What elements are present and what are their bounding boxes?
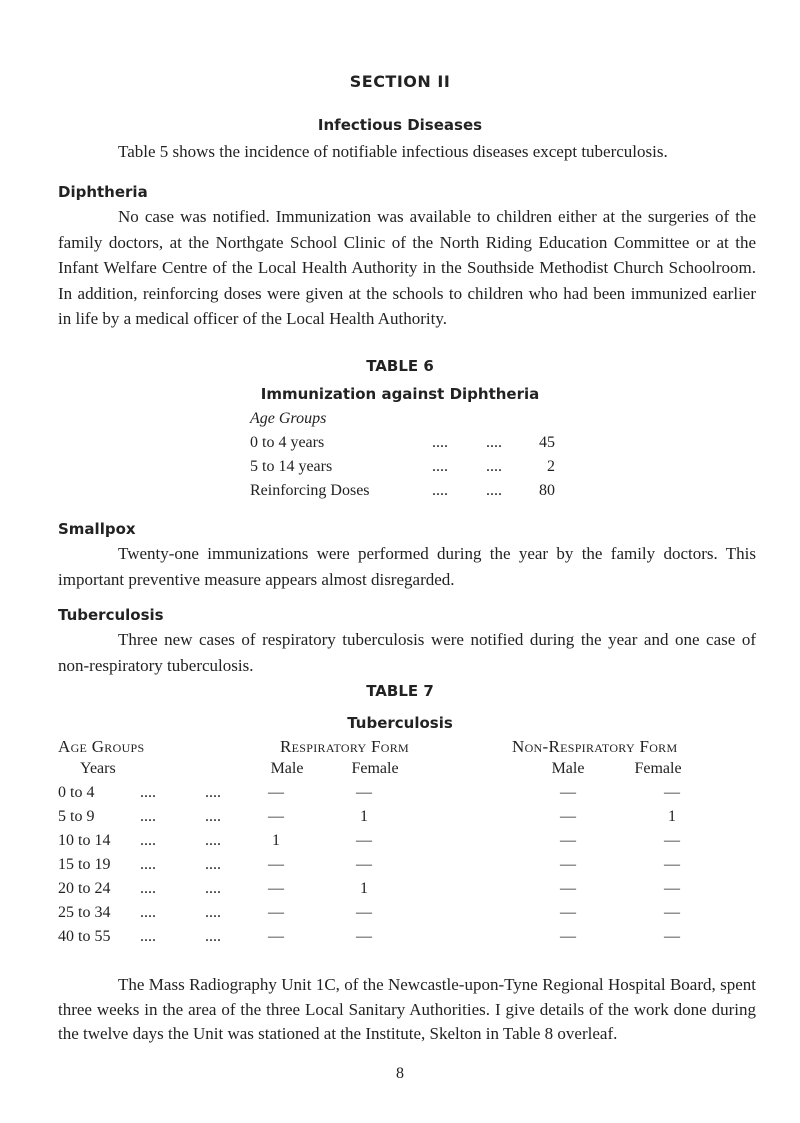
table7-age: 0 to 4 <box>58 784 95 801</box>
table6-row-dots: .... <box>432 482 448 499</box>
table7-nonresp-female: — <box>664 904 680 921</box>
table7-resp-female: — <box>356 832 372 849</box>
table7-dots: .... <box>140 880 156 897</box>
table7-dots: .... <box>205 856 221 873</box>
table7-nonresp-female: 1 <box>668 808 676 825</box>
table6-column-header: Age Groups <box>250 410 327 427</box>
table7-nonresp-male: — <box>560 904 576 921</box>
table7-nonresp-male: — <box>560 784 576 801</box>
table7-resp-male: 1 <box>272 832 280 849</box>
table6-row-value: 45 <box>539 434 555 451</box>
table7-age: 5 to 9 <box>58 808 95 825</box>
tuberculosis-paragraph: Three new cases of respiratory tuberculosis were notified during the year and one case of non-respiratory tuberculosis. <box>58 630 756 675</box>
table7-non-respiratory-header: Non-Respiratory Form <box>512 737 678 756</box>
table7-resp-male: — <box>268 856 284 873</box>
table7-resp-female: — <box>356 904 372 921</box>
table7-nonresp-male: — <box>560 856 576 873</box>
table6-row-label: 0 to 4 years <box>250 434 325 451</box>
table7-dots: .... <box>205 928 221 945</box>
table6-row-label: 5 to 14 years <box>250 458 333 475</box>
tuberculosis-heading: Tuberculosis <box>58 606 164 624</box>
table6-row-dots: .... <box>486 482 502 499</box>
section-title: SECTION II <box>349 72 451 91</box>
table7-resp-male: — <box>268 928 284 945</box>
smallpox-heading: Smallpox <box>58 520 136 538</box>
table7-dots: .... <box>205 784 221 801</box>
table7-dots: .... <box>205 832 221 849</box>
table7-respiratory-header: Respiratory Form <box>280 737 409 756</box>
table7-dots: .... <box>140 856 156 873</box>
table7-nonresp-male: — <box>560 928 576 945</box>
table7-dots: .... <box>140 784 156 801</box>
table7-resp-female: 1 <box>360 808 368 825</box>
table7-dots: .... <box>205 880 221 897</box>
table7-resp-male: — <box>268 808 284 825</box>
table6-row-label: Reinforcing Doses <box>250 482 370 499</box>
table6-row-value: 80 <box>539 482 555 499</box>
page-number: 8 <box>396 1065 404 1082</box>
table6-row-dots: .... <box>486 458 502 475</box>
smallpox-paragraph: Twenty-one immunizations were performed during the year by the family doctors. This important preventive measure appears almost disregarded. <box>58 544 756 589</box>
table6-row-dots: .... <box>486 434 502 451</box>
table7-dots: .... <box>205 904 221 921</box>
table7-nonresp-male-header: Male <box>551 760 585 777</box>
table7-resp-female: 1 <box>360 880 368 897</box>
table7-age: 10 to 14 <box>58 832 111 849</box>
table7-dots: .... <box>140 928 156 945</box>
table7-nonresp-female: — <box>664 856 680 873</box>
table7-title: TABLE 7 <box>366 682 434 700</box>
table7-resp-female-header: Female <box>351 760 399 777</box>
section-subtitle: Infectious Diseases <box>317 116 483 134</box>
table7-resp-male: — <box>268 880 284 897</box>
diphtheria-paragraph: No case was notified. Immunization was available to children either at the surgeries of the family doctors, at the Northgate School Clinic of the North Riding Education Committee or at the Infant Welfare Centre of the Local Health Authority in the Southside Methodist Church Schoolroom. In addition, reinforcing doses were given at the schools to children who had been immunized earlier in life by a medical officer of the Local Health Authority. <box>58 207 756 328</box>
table6-row-dots: .... <box>432 458 448 475</box>
table6-row-dots: .... <box>432 434 448 451</box>
table6-row-value: 2 <box>547 458 555 475</box>
table7-age-groups-header: Age Groups <box>58 737 145 756</box>
table7-dots: .... <box>205 808 221 825</box>
table7-age: 25 to 34 <box>58 904 111 921</box>
table7-dots: .... <box>140 808 156 825</box>
table7-age: 15 to 19 <box>58 856 111 873</box>
table7-nonresp-male: — <box>560 832 576 849</box>
table7-resp-male: — <box>268 784 284 801</box>
table7-resp-female: — <box>356 856 372 873</box>
table7-years-header: Years <box>80 760 116 777</box>
closing-paragraph: The Mass Radiography Unit 1C, of the Newcastle-upon-Tyne Regional Hospital Board, spent three weeks in the area of the three Local Sanitary Authorities. I give details of the work done during the twelve days the Unit was stationed at the Institute, Skelton in Table 8 overleaf. <box>58 975 756 1043</box>
intro-paragraph: Table 5 shows the incidence of notifiable infectious diseases except tuberculosis. <box>118 142 668 161</box>
table7-resp-male: — <box>268 904 284 921</box>
table7-age: 40 to 55 <box>58 928 111 945</box>
table7-nonresp-male: — <box>560 880 576 897</box>
table7-nonresp-female-header: Female <box>634 760 682 777</box>
table7-nonresp-female: — <box>664 880 680 897</box>
table7-nonresp-female: — <box>664 832 680 849</box>
table7-dots: .... <box>140 904 156 921</box>
table7-resp-male-header: Male <box>270 760 304 777</box>
diphtheria-heading: Diphtheria <box>58 183 148 201</box>
table7-dots: .... <box>140 832 156 849</box>
table7-nonresp-male: — <box>560 808 576 825</box>
table6-subtitle: Immunization against Diphtheria <box>260 385 540 403</box>
table6-title: TABLE 6 <box>366 357 434 375</box>
table7-subtitle: Tuberculosis <box>347 714 453 732</box>
table7-nonresp-female: — <box>664 784 680 801</box>
table7-nonresp-female: — <box>664 928 680 945</box>
table7-resp-female: — <box>356 928 372 945</box>
table7-resp-female: — <box>356 784 372 801</box>
table7-age: 20 to 24 <box>58 880 111 897</box>
